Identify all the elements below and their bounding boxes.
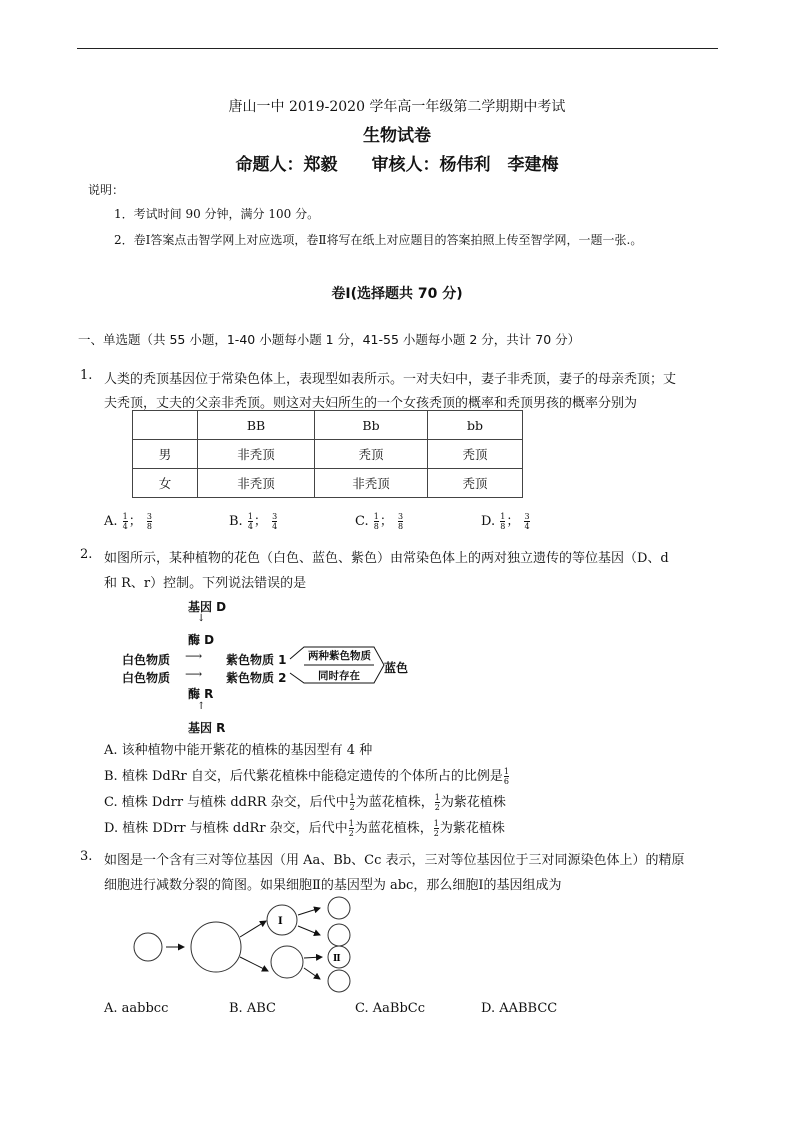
authors-line: 命题人：郑毅 审核人：杨伟利 李建梅: [235, 155, 559, 175]
table-cell: 非秃顶: [315, 469, 428, 498]
part-title: 一、单选题（共 55 小题，1-40 小题每小题 1 分，41-55 小题每小题 2 分，共计 70 分）: [78, 332, 581, 347]
question-text: 夫秃顶，丈夫的父亲非秃顶。则这对夫妇所生的一个女孩秃顶的概率和秃顶男孩的概率分别为: [104, 396, 638, 411]
blue-label: 蓝色: [384, 661, 409, 675]
white-substance-2: 白色物质: [122, 671, 171, 685]
option-label: D.: [481, 514, 496, 529]
fraction: $\frac{1}{4}$: [247, 512, 253, 531]
question-number: 2.: [80, 547, 93, 562]
option-b[interactable]: [104, 765, 510, 786]
fraction: $\frac{1}{2}$: [349, 793, 355, 812]
table-cell: 非秃顶: [198, 440, 315, 469]
fraction: $\frac{3}{4}$: [524, 512, 530, 531]
arrow-right-icon: ⟶: [185, 667, 203, 681]
table-cell: bb: [428, 411, 523, 440]
arrow-right-icon: ⟶: [185, 649, 203, 663]
cell-circle: [328, 970, 350, 992]
note-item: 2．卷Ⅰ答案点击智学网上对应选项，卷Ⅱ将写在纸上对应题目的答案拍照上传至智学网，一题一张.。: [114, 233, 643, 247]
gene-d-label: 基因 D: [188, 600, 227, 614]
table-cell: 男: [133, 440, 198, 469]
question-text: 如图所示，某种植物的花色（白色、蓝色、紫色）由常染色体上的两对独立遗传的等位基因（D、d: [104, 551, 669, 566]
cell-ii-label: Ⅱ: [333, 954, 341, 964]
phenotype-table: [132, 410, 523, 498]
fraction: $\frac{1}{2}$: [434, 793, 440, 812]
option-c[interactable]: C. $\frac{1}{8}$ ； $\frac{3}{8}$: [355, 512, 404, 531]
option-label: C.: [355, 514, 369, 529]
table-cell: 非秃顶: [198, 469, 315, 498]
question-text: 和 R、r）控制。下列说法错误的是: [104, 576, 307, 591]
option-d[interactable]: [104, 817, 505, 838]
fraction: $\frac{3}{8}$: [146, 512, 153, 531]
option-a[interactable]: A. aabbcc: [104, 1001, 169, 1016]
meiosis-diagram: [130, 893, 360, 998]
option-a[interactable]: A. 该种植物中能开紫花的植株的基因型有 4 种: [104, 743, 373, 758]
fraction: $\frac{1}{8}$: [500, 512, 506, 531]
note-item: 1．考试时间 90 分钟，满分 100 分。: [114, 207, 320, 221]
fraction: $\frac{1}{2}$: [433, 819, 439, 838]
table-cell: 秃顶: [315, 440, 428, 469]
exam-title: 唐山一中 2019-2020 学年高一年级第二学期期中考试: [228, 99, 566, 115]
enzyme-r-label: 酶 R: [188, 687, 214, 701]
option-text: D. 植株 DDrr 与植株 ddRr 杂交，后代中: [104, 821, 348, 836]
question-number: 1.: [80, 368, 93, 383]
fraction: $\frac{3}{8}$: [398, 512, 404, 531]
option-c[interactable]: [104, 791, 506, 812]
both-purple-label: 两种紫色物质: [308, 650, 371, 662]
white-substance-1: 白色物质: [122, 653, 171, 667]
cell-circle: [134, 933, 162, 961]
gene-r-label: 基因 R: [188, 721, 226, 735]
table-row: [133, 411, 523, 440]
arrow-up-icon: ↑: [197, 701, 206, 712]
fraction: $\frac{1}{2}$: [348, 819, 354, 838]
table-cell: Bb: [315, 411, 428, 440]
header-rule: [77, 48, 718, 49]
table-cell: 秃顶: [428, 469, 523, 498]
purple-substance-2: 紫色物质 2: [226, 671, 287, 685]
option-d[interactable]: D. $\frac{1}{8}$ ； $\frac{3}{4}$: [481, 512, 530, 531]
cell-i-label: Ⅰ: [278, 916, 283, 927]
option-text: 为紫花植株: [440, 795, 506, 810]
table-cell: BB: [198, 411, 315, 440]
arrow-down-icon: ↓: [197, 613, 206, 624]
enzyme-d-label: 酶 D: [188, 633, 215, 647]
option-label: B.: [229, 514, 243, 529]
cell-circle: [271, 946, 303, 978]
table-row: [133, 469, 523, 498]
table-row: [133, 440, 523, 469]
cell-circle: [191, 922, 241, 972]
cell-circle: [328, 924, 350, 946]
section-title: 卷Ⅰ(选择题共 70 分): [331, 286, 463, 302]
option-text: B. 植株 DdRr 自交，后代紫花植株中能稳定遗传的个体所占的比例是: [104, 769, 503, 784]
option-label: A.: [104, 514, 118, 529]
cell-circle: [328, 897, 350, 919]
question-text: 细胞进行减数分裂的简图。如果细胞Ⅱ的基因型为 abc，那么细胞Ⅰ的基因组成为: [104, 878, 562, 893]
notes-label: 说明：: [88, 183, 125, 197]
purple-substance-1: 紫色物质 1: [226, 653, 287, 667]
table-cell: 秃顶: [428, 440, 523, 469]
fraction: $\frac{1}{8}$: [373, 512, 379, 531]
option-text: 为紫花植株: [439, 821, 505, 836]
option-a[interactable]: A. $\frac{1}{4}$ ； $\frac{3}{8}$: [104, 512, 153, 531]
table-cell: [133, 411, 198, 440]
question-number: 3.: [80, 849, 93, 864]
subject-title: 生物试卷: [363, 126, 431, 146]
question-text: 如图是一个含有三对等位基因（用 Aa、Bb、Cc 表示，三对等位基因位于三对同源染色体上）的精原: [104, 853, 685, 868]
table-cell: 女: [133, 469, 198, 498]
option-d[interactable]: D. AABBCC: [481, 1001, 558, 1016]
question-text: 人类的秃顶基因位于常染色体上，表现型如表所示。一对夫妇中，妻子非秃顶，妻子的母亲秃顶；丈: [104, 372, 677, 387]
option-b[interactable]: B. $\frac{1}{4}$ ； $\frac{3}{4}$: [229, 512, 278, 531]
coexist-label: 同时存在: [318, 670, 360, 682]
fraction: $\frac{1}{4}$: [122, 512, 128, 531]
option-b[interactable]: B. ABC: [229, 1001, 276, 1016]
option-text: C. 植株 Ddrr 与植株 ddRR 杂交，后代中: [104, 795, 349, 810]
fraction: $\frac{1}{6}$: [503, 767, 509, 786]
option-text: 为蓝花植株，: [354, 821, 433, 836]
option-text: 为蓝花植株，: [355, 795, 434, 810]
option-c[interactable]: C. AaBbCc: [355, 1001, 425, 1016]
fraction: $\frac{3}{4}$: [272, 512, 278, 531]
